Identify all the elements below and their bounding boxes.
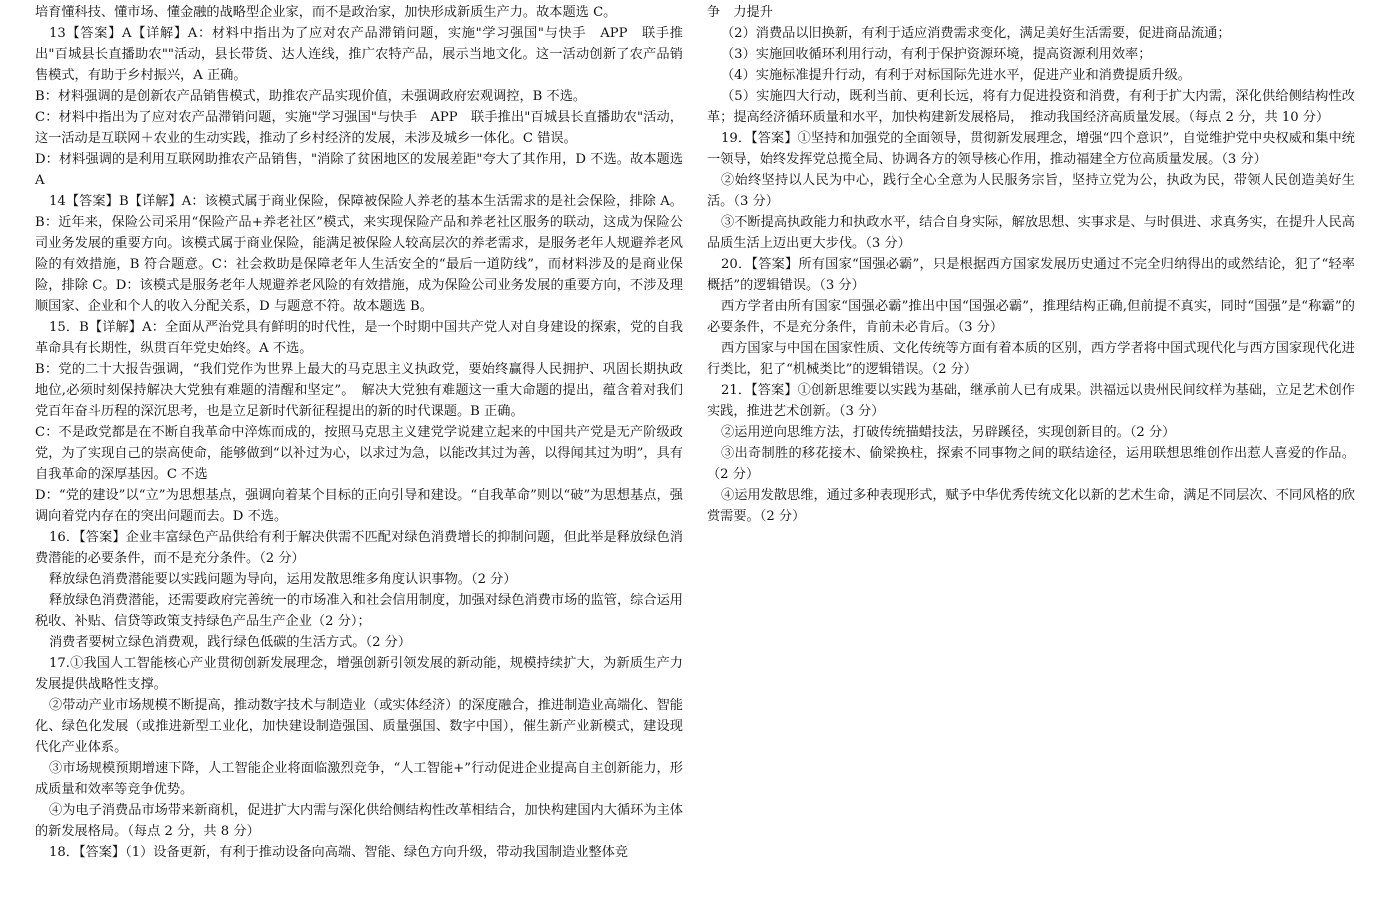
answer-13: 13【答案】A【详解】A：材料中指出为了应对农产品滞销问题，实施"学习强国"与快手 APP 联手推出"百城县长直播助农""活动，县长带货、达人连线，推广农特产品，展示当地文化。这一活动创新了农产品销售模式，有助于乡村振兴，A 正确。 <box>35 26 683 83</box>
paragraph: D：材料强调的是利用互联网助推农产品销售，"消除了贫困地区的发展差距"夸大了其作用，D 不选。故本题选 A <box>35 152 697 188</box>
paragraph: 西方国家与中国在国家性质、文化传统等方面有着本质的区别，西方学者将中国式现代化与西方国家现代化进行类比，犯了“机械类比”的逻辑错误。（2 分） <box>707 341 1355 377</box>
paragraph: D：“党的建设”以“立”为思想基点，强调向着某个目标的正向引导和建设。“自我革命”则以“破”为思想基点，强调向着党内存在的突出问题而去。D 不选。 <box>35 488 683 524</box>
paragraph: 消费者要树立绿色消费观，践行绿色低碳的生活方式。（2 分） <box>49 635 412 650</box>
paragraph: ③出奇制胜的移花接木、偷梁换柱，探索不同事物之间的联结途径，运用联想思维创作出惹人喜爱的作品。（2 分） <box>707 446 1355 482</box>
paragraph: （2）消费品以旧换新，有利于适应消费需求变化，满足美好生活需要，促进商品流通； <box>721 26 1231 41</box>
paragraph: ③市场规模预期增速下降，人工智能企业将面临激烈竞争，“人工智能+”行动促进企业提高自主创新能力，形成质量和效率等竞争优势。 <box>35 761 683 797</box>
answer-16: 16．【答案】企业丰富绿色产品供给有利于解决供需不匹配对绿色消费增长的抑制问题，但此举是释放绿色消费潜能的必要条件，而不是充分条件。（2 分） <box>35 530 683 566</box>
paragraph: ④为电子消费品市场带来新商机，促进扩大内需与深化供给侧结构性改革相结合，加快构建国内大循环为主体的新发展格局。（每点 2 分，共 8 分） <box>35 803 683 839</box>
answer-17: 17.①我国人工智能核心产业贯彻创新发展理念，增强创新引领发展的新动能，规模持续扩大，为新质生产力发展提供战略性支撑。 <box>35 656 683 692</box>
paragraph: ②带动产业市场规模不断提高，推动数字技术与制造业（或实体经济）的深度融合，推进制造业高端化、智能化、绿色化发展（或推进新型工业化，加快建设制造强国、质量强国、数字中国），催生新产业新模式，建设现代化产业体系。 <box>35 698 683 755</box>
paragraph: ②始终坚持以人民为中心，践行全心全意为人民服务宗旨，坚持立党为公，执政为民，带领人民创造美好生活。（3 分） <box>707 173 1355 209</box>
paragraph: （3）实施回收循环利用行动，有利于保护资源环境，提高资源利用效率； <box>721 47 1152 62</box>
answer-15: 15．B【详解】A：全面从严治党具有鲜明的时代性，是一个时期中国共产党人对自身建设的探索，党的自我革命具有长期性，纵贯百年党史始终。A 不选。 <box>35 320 683 356</box>
paragraph: 释放绿色消费潜能要以实践问题为导向，运用发散思维多角度认识事物。（2 分） <box>49 572 517 587</box>
paragraph: B：党的二十大报告强调，“我们党作为世界上最大的马克思主义执政党，要始终赢得人民拥护、巩固长期执政地位,必须时刻保持解决大党独有难题的清醒和坚定”。 解决大党独有难题这一重大命题的提出，蕴含着对我们党百年奋斗历程的深沉思考，也是立足新时代新征程提出的新的时代课题。B 正确。 <box>35 362 683 419</box>
paragraph: B：材料强调的是创新农产品销售模式，助推农产品实现价值，未强调政府宏观调控，B 不选。 <box>35 89 587 104</box>
paragraph: C：不是政党都是在不断自我革命中淬炼而成的，按照马克思主义建党学说建立起来的中国共产党是无产阶级政党，为了实现自己的崇高使命，能够做到“以补过为心，以求过为急，以能改其过为善，以得闻其过为明”，具有自我革命的深厚基因。C 不选 <box>35 425 683 482</box>
paragraph: ④运用发散思维，通过多种表现形式，赋予中华优秀传统文化以新的艺术生命，满足不同层次、不同风格的欣赏需要。（2 分） <box>707 488 1355 524</box>
answer-20: 20．【答案】所有国家“国强必霸”，只是根据西方国家发展历史通过不完全归纳得出的或然结论，犯了“轻率概括”的逻辑错误。（3 分） <box>707 257 1355 293</box>
paragraph: ②运用逆向思维方法，打破传统描蜡技法，另辟蹊径，实现创新目的。（2 分） <box>721 425 1176 440</box>
paragraph: 争 力提升 <box>707 5 773 20</box>
paragraph: （4）实施标准提升行动，有利于对标国际先进水平，促进产业和消费提质升级。 <box>721 68 1191 83</box>
right-column <box>707 2 1355 527</box>
paragraph: 释放绿色消费潜能，还需要政府完善统一的市场准入和社会信用制度，加强对绿色消费市场的监管，综合运用税收、补贴、信贷等政策支持绿色产品生产企业（2 分）； <box>35 593 683 629</box>
paragraph: C：材料中指出为了应对农产品滞销问题，实施"学习强国"与快手 APP 联手推出"百城县长直播助农"活动，这一活动是互联网＋农业的生动实践，推动了乡村经济的发展，未涉及城乡一体化。C 错误。 <box>35 110 683 146</box>
answer-14: 14【答案】B【详解】A：该模式属于商业保险，保障被保险人养老的基本生活需求的是社会保险，排除 A。B：近年来，保险公司采用“保险产品+养老社区”模式，来实现保险产品和养老社区服务的联动，这成为保险公司业务发展的重要方向。该模式属于商业保险，能满足被保险人较高层次的养老需求，是服务老年人规避养老风险的有效措施，B 符合题意。C：社会救助是保障老年人生活安全的“最后一道防线”，而材料涉及的是商业保险，排除 C。D：该模式是服务老年人规避养老风险的有效措施，成为保险公司业务发展的重要方向，不涉及理顺国家、企业和个人的收入分配关系，D 与题意不符。故本题选 B。 <box>35 194 683 314</box>
paragraph: 培育懂科技、懂市场、懂金融的战略型企业家，而不是政治家，加快形成新质生产力。故本题选 C。 <box>35 5 617 20</box>
paragraph: ③不断提高执政能力和执政水平，结合自身实际，解放思想、实事求是、与时俱进、求真务实，在提升人民高品质生活上迈出更大步伐。（3 分） <box>707 215 1355 251</box>
answer-19: 19．【答案】①坚持和加强党的全面领导，贯彻新发展理念，增强“四个意识”，自觉维护党中央权威和集中统一领导，始终发挥党总揽全局、协调各方的领导核心作用，推动福建全方位高质量发展。（3 分） <box>707 131 1355 167</box>
left-column <box>35 2 697 863</box>
paragraph: 西方学者由所有国家“国强必霸”推出中国“国强必霸”，推理结构正确,但前提不真实，同时“国强”是“称霸”的必要条件，不是充分条件，肯前未必肯后。（3 分） <box>707 299 1355 335</box>
paragraph: （5）实施四大行动，既利当前、更利长远，将有力促进投资和消费，有利于扩大内需，深化供给侧结构性改革；提高经济循环质量和水平，加快构建新发展格局， 推动我国经济高质量发展。（每点 2 分，共 10 分） <box>707 89 1355 125</box>
answer-18: 18．【答案】（1）设备更新，有利于推动设备向高端、智能、绿色方向升级，带动我国制造业整体竞 <box>49 845 629 860</box>
answer-21: 21．【答案】①创新思维要以实践为基础，继承前人已有成果。洪福远以贵州民间纹样为基础，立足艺术创作实践，推进艺术创新。（3 分） <box>707 383 1355 419</box>
